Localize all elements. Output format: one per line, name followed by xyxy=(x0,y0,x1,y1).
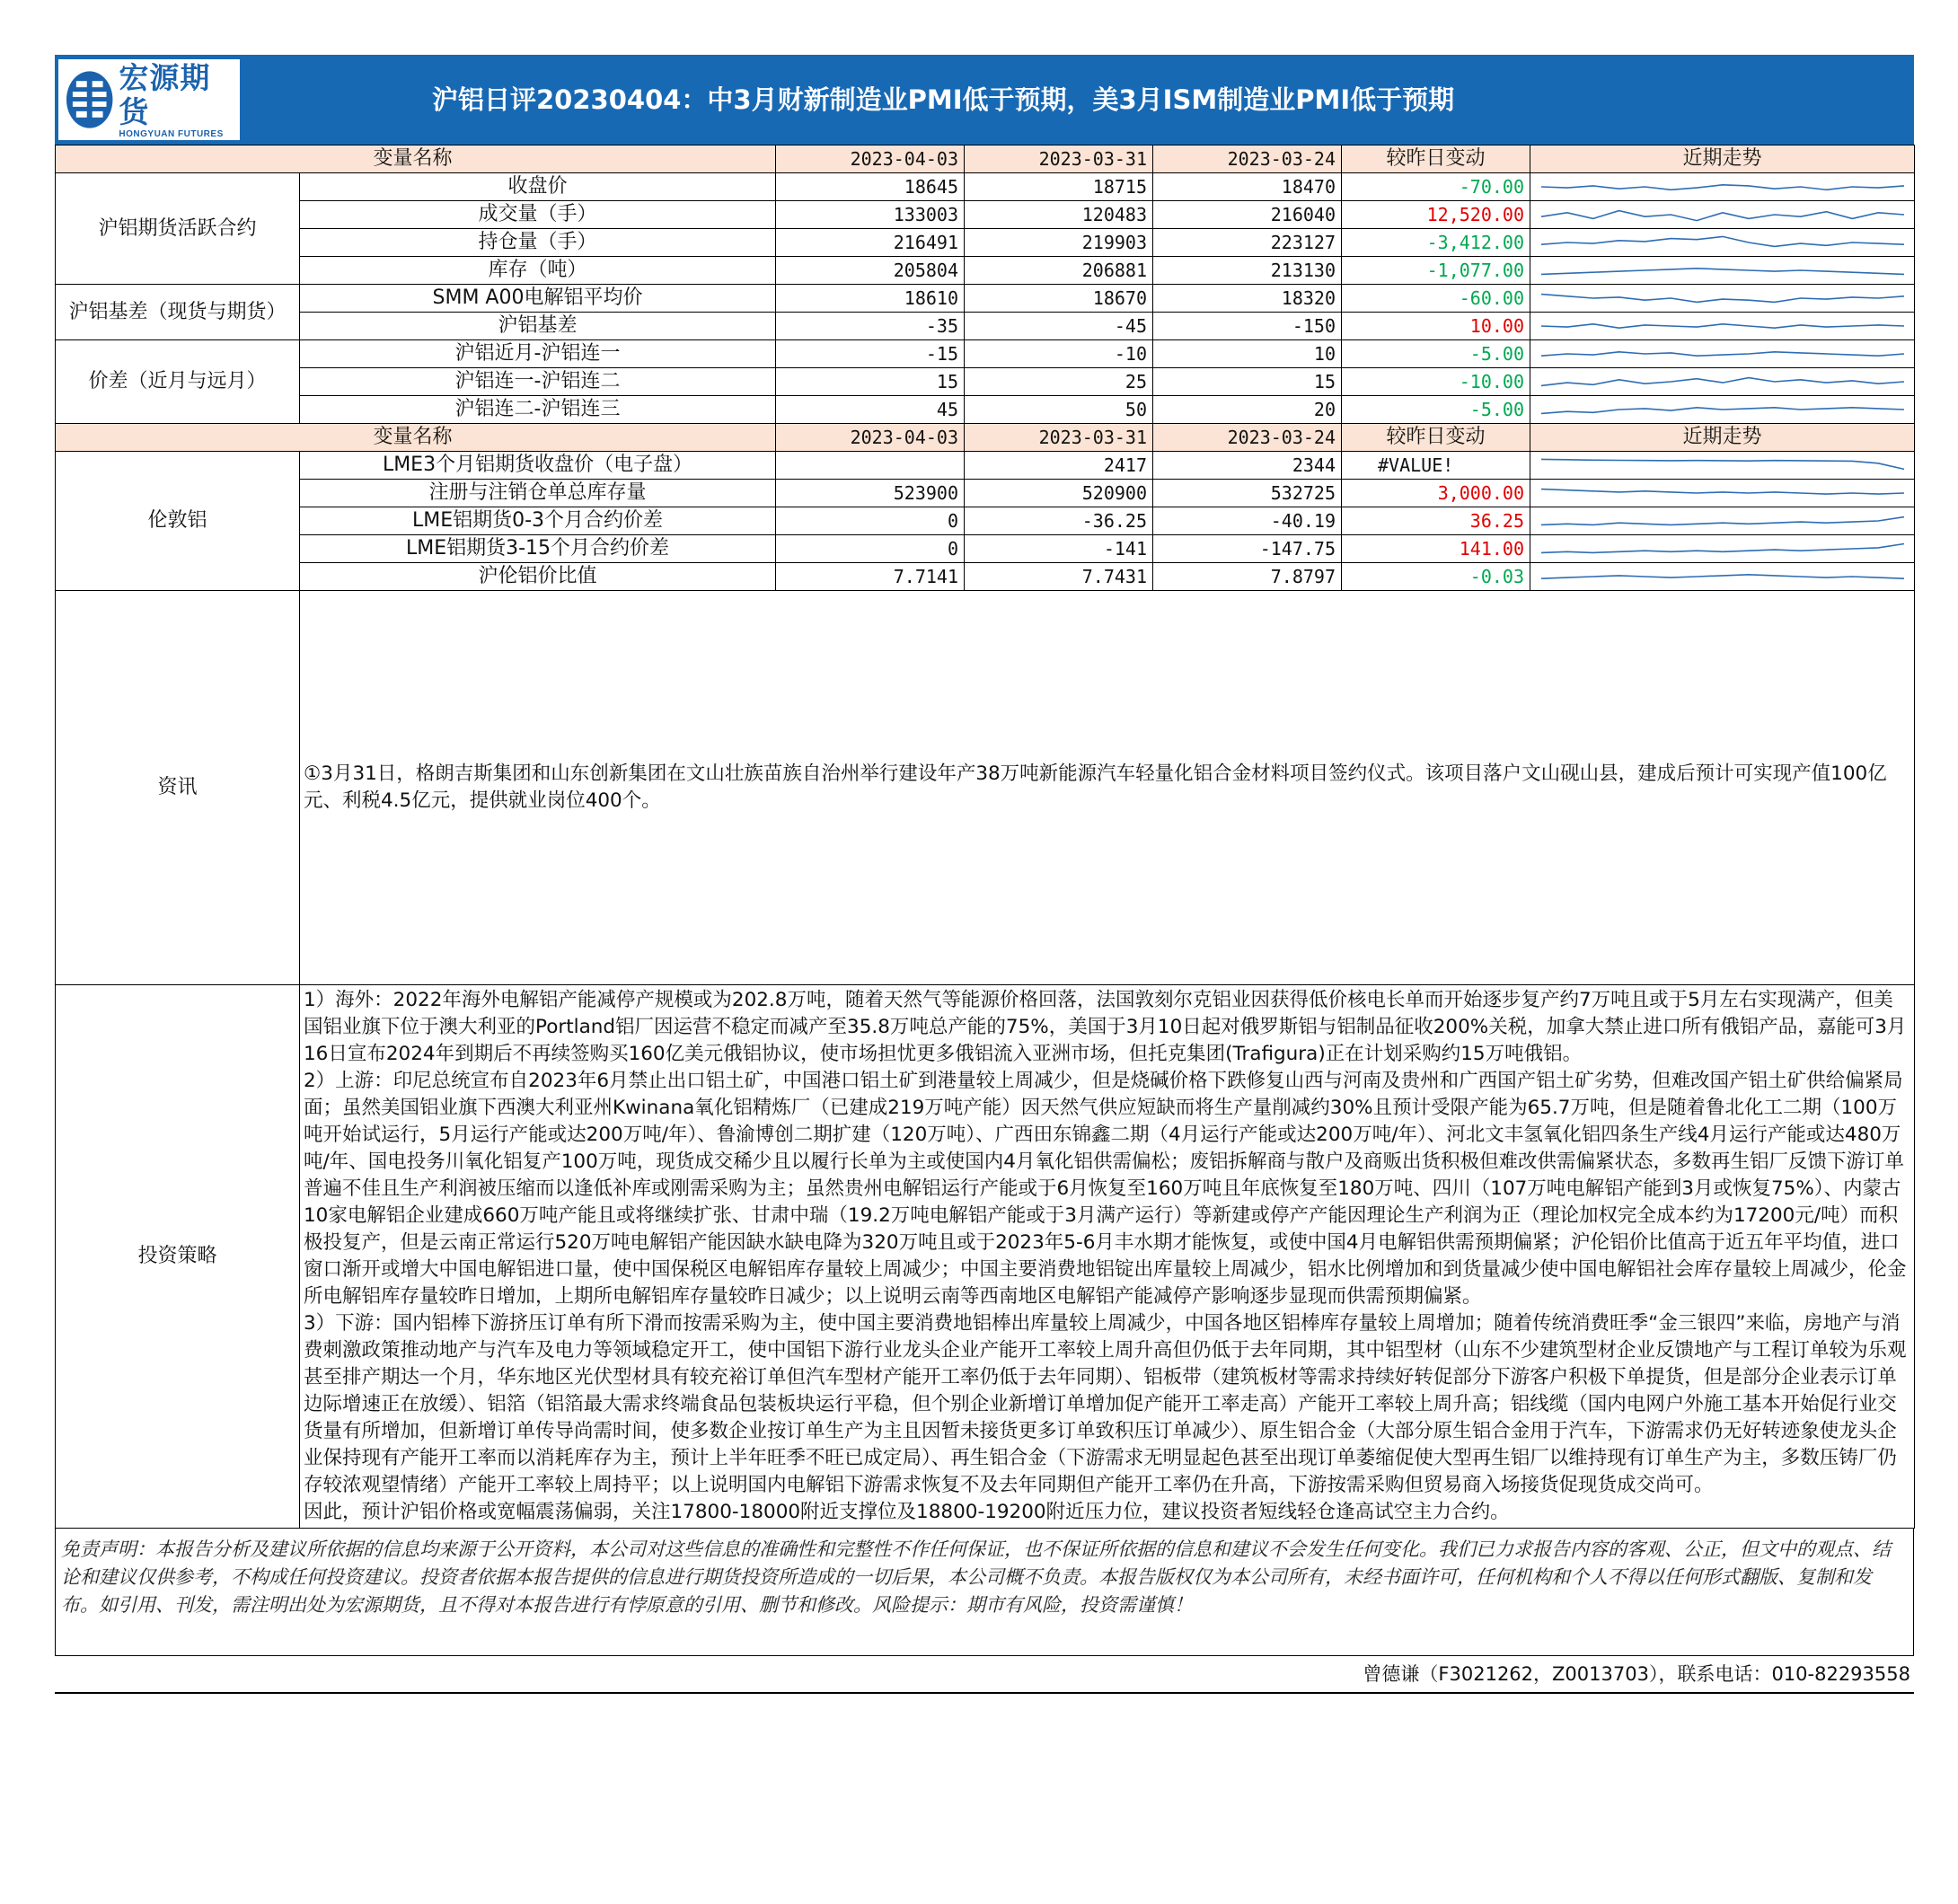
sparkline-path xyxy=(1541,459,1904,469)
recent-trend xyxy=(1530,229,1915,257)
table-row xyxy=(56,173,1915,201)
value-2023-03-31: 520900 xyxy=(965,480,1153,507)
sparkline xyxy=(1530,340,1915,367)
table-row xyxy=(56,480,1915,507)
variable-name: 沪伦铝价比值 xyxy=(300,563,776,591)
value-2023-04-03: 15 xyxy=(776,368,965,396)
value-2023-04-03: 45 xyxy=(776,396,965,424)
variable-name: LME铝期货0-3个月合约价差 xyxy=(300,507,776,535)
value-2023-04-03: 18610 xyxy=(776,285,965,313)
sparkline xyxy=(1530,535,1915,562)
value-2023-04-03: 18645 xyxy=(776,173,965,201)
sparkline xyxy=(1530,173,1915,200)
daily-change: -5.00 xyxy=(1342,340,1530,368)
value-2023-03-24: 18320 xyxy=(1153,285,1342,313)
sparkline xyxy=(1530,313,1915,339)
recent-trend xyxy=(1530,313,1915,340)
value-2023-03-24: 2344 xyxy=(1153,452,1342,480)
value-2023-04-03: 205804 xyxy=(776,257,965,285)
recent-trend xyxy=(1530,340,1915,368)
value-2023-03-31: 18670 xyxy=(965,285,1153,313)
sparkline xyxy=(1530,368,1915,395)
daily-change: -60.00 xyxy=(1342,285,1530,313)
news-text: ①3月31日，格朗吉斯集团和山东创新集团在文山壮族苗族自治州举行建设年产38万吨新能源汽车轻量化铝合金材料项目签约仪式。该项目落户文山砚山县，建成后预计可实现产值100亿元、利税4.5亿元，提供就业岗位400个。 xyxy=(300,591,1915,985)
daily-change: -1,077.00 xyxy=(1342,257,1530,285)
value-2023-04-03: 216491 xyxy=(776,229,965,257)
company-logo xyxy=(58,59,240,140)
value-2023-03-31: 25 xyxy=(965,368,1153,396)
column-header-date: 2023-03-31 xyxy=(965,424,1153,452)
row-group-label: 沪铝基差（现货与期货） xyxy=(56,285,300,340)
daily-change: 12,520.00 xyxy=(1342,201,1530,229)
column-header-date: 2023-04-03 xyxy=(776,145,965,173)
value-2023-03-24: 7.8797 xyxy=(1153,563,1342,591)
sparkline-path xyxy=(1541,489,1904,495)
value-2023-04-03 xyxy=(776,452,965,480)
recent-trend xyxy=(1530,173,1915,201)
value-2023-03-31: 206881 xyxy=(965,257,1153,285)
table-row xyxy=(56,535,1915,563)
daily-change: -5.00 xyxy=(1342,396,1530,424)
row-group-label: 价差（近月与远月） xyxy=(56,340,300,424)
value-2023-03-31: -10 xyxy=(965,340,1153,368)
variable-name: 沪铝近月-沪铝连一 xyxy=(300,340,776,368)
sparkline-path xyxy=(1541,517,1904,525)
news-label: 资讯 xyxy=(56,591,300,985)
value-2023-04-03: 523900 xyxy=(776,480,965,507)
variable-name: 沪铝连一-沪铝连二 xyxy=(300,368,776,396)
table-header-row xyxy=(56,424,1915,452)
value-2023-03-31: 7.7431 xyxy=(965,563,1153,591)
recent-trend xyxy=(1530,201,1915,229)
column-header-trend: 近期走势 xyxy=(1530,424,1915,452)
sparkline-path xyxy=(1541,211,1904,221)
column-header-change: 较昨日变动 xyxy=(1342,424,1530,452)
recent-trend xyxy=(1530,535,1915,563)
strategy-text xyxy=(300,985,1915,1529)
value-2023-03-31: 219903 xyxy=(965,229,1153,257)
analyst-contact: 曾德谦（F3021262，Z0013703），联系电话：010-82293558 xyxy=(55,1656,1914,1694)
sparkline-path xyxy=(1541,269,1904,275)
sparkline xyxy=(1530,480,1915,507)
sparkline xyxy=(1530,396,1915,423)
table-row xyxy=(56,229,1915,257)
column-header-date: 2023-03-31 xyxy=(965,145,1153,173)
sparkline-path xyxy=(1541,352,1904,356)
value-2023-03-24: 18470 xyxy=(1153,173,1342,201)
column-header-date: 2023-03-24 xyxy=(1153,145,1342,173)
daily-change: 3,000.00 xyxy=(1342,480,1530,507)
row-group-label: 沪铝期货活跃合约 xyxy=(56,173,300,285)
variable-name: 库存（吨） xyxy=(300,257,776,285)
sparkline-path xyxy=(1541,295,1904,303)
daily-change: -3,412.00 xyxy=(1342,229,1530,257)
logo-chinese-name: 宏源期货 xyxy=(119,59,211,129)
table-row xyxy=(56,340,1915,368)
recent-trend xyxy=(1530,480,1915,507)
strategy-paragraph: 1）海外：2022年海外电解铝产能减停产规模或为202.8万吨，随着天然气等能源价格回落，法国敦刻尔克铝业因获得低价核电长单而开始逐步复产约7万吨且或于5月左右实现满产，但美国铝业旗下位于澳大利亚的Portland铝厂因运营不稳定而减产至35.8万吨总产能的75%，美国于3月10日起对俄罗斯铝与铝制品征收200%关税，加拿大禁止进口所有俄铝产品，嘉能可3月16日宣布2024年到期后不再续签购买160亿美元俄铝协议，使市场担忧更多俄铝流入亚洲市场，但托克集团(Trafigura)正在计划采购约15万吨俄铝。 xyxy=(304,989,1907,1065)
data-table xyxy=(55,145,1915,1529)
daily-change: -0.03 xyxy=(1342,563,1530,591)
value-2023-04-03: 133003 xyxy=(776,201,965,229)
value-2023-03-24: 532725 xyxy=(1153,480,1342,507)
value-2023-04-03: -15 xyxy=(776,340,965,368)
variable-name: LME铝期货3-15个月合约价差 xyxy=(300,535,776,563)
recent-trend xyxy=(1530,285,1915,313)
column-header-date: 2023-03-24 xyxy=(1153,424,1342,452)
report-title: 沪铝日评20230404：中3月财新制造业PMI低于预期，美3月ISM制造业PMI低于预期 xyxy=(432,84,1455,115)
value-2023-03-24: 223127 xyxy=(1153,229,1342,257)
value-2023-04-03: 7.7141 xyxy=(776,563,965,591)
strategy-paragraph: 因此，预计沪铝价格或宽幅震荡偏弱，关注17800-18000附近支撑位及18800-19200附近压力位，建议投资者短线轻仓逢高试空主力合约。 xyxy=(304,1501,1510,1523)
table-row xyxy=(56,257,1915,285)
variable-name: 收盘价 xyxy=(300,173,776,201)
row-group-label: 伦敦铝 xyxy=(56,452,300,591)
sparkline-path xyxy=(1541,236,1904,246)
table-row xyxy=(56,396,1915,424)
daily-change: 10.00 xyxy=(1342,313,1530,340)
column-header-date: 2023-04-03 xyxy=(776,424,965,452)
value-2023-03-31: 120483 xyxy=(965,201,1153,229)
sparkline xyxy=(1530,285,1915,312)
variable-name: 持仓量（手） xyxy=(300,229,776,257)
value-2023-03-24: 213130 xyxy=(1153,257,1342,285)
column-header-trend: 近期走势 xyxy=(1530,145,1915,173)
value-2023-04-03: 0 xyxy=(776,507,965,535)
daily-change: 141.00 xyxy=(1342,535,1530,563)
strategy-paragraph: 3）下游：国内铝棒下游挤压订单有所下滑而按需采购为主，使中国主要消费地铝棒出库量较上周减少，中国各地区铝棒库存量较上周增加；随着传统消费旺季“金三银四”来临，房地产与消费刺激政策推动地产与汽车及电力等领域稳定开工，使中国铝下游行业龙头企业产能开工率较上周升高但仍低于去年同期，其中铝型材（山东不少建筑型材企业反馈地产与工程订单较为乐观甚至排产期达一个月，华东地区光伏型材具有较充裕订单但汽车型材产能开工率仍低于去年同期）、铝板带（建筑板材等需求持续好转促部分下游客户积极下单提货，但是部分企业表示订单边际增速正在放缓）、铝箔（铝箔最大需求终端食品包装板块运行平稳，但个别企业新增订单增加促产能开工率走高）产能开工率较上周升高；铝线缆（国内电网户外施工基本开始促行业交货量有所增加，但新增订单传导尚需时间，使多数企业按订单生产为主且因暂未接货更多订单致积压订单减少）、原生铝合金（大部分原生铝合金用于汽车，下游需求仍无好转迹象使龙头企业保持现有产能开工率而以消耗库存为主，预计上半年旺季不旺已成定局）、再生铝合金（下游需求无明显起色甚至出现订单萎缩促使大型再生铝厂以维持现有订单生产为主，多数压铸厂仍存较浓观望情绪）产能开工率较上周持平；以上说明国内电解铝下游需求恢复不及去年同期但产能开工率仍在升高，下游按需采购但贸易商入场接货促现货成交尚可。 xyxy=(304,1312,1907,1496)
value-2023-03-31: -45 xyxy=(965,313,1153,340)
hongyuan-logo-icon xyxy=(64,68,115,131)
variable-name: 注册与注销仓单总库存量 xyxy=(300,480,776,507)
sparkline xyxy=(1530,201,1915,228)
column-header-change: 较昨日变动 xyxy=(1342,145,1530,173)
column-header-variable: 变量名称 xyxy=(56,145,776,173)
daily-change: #VALUE! xyxy=(1342,452,1530,480)
daily-change: -70.00 xyxy=(1342,173,1530,201)
sparkline xyxy=(1530,257,1915,284)
sparkline-path xyxy=(1541,544,1904,553)
sparkline xyxy=(1530,563,1915,590)
variable-name: 沪铝连二-沪铝连三 xyxy=(300,396,776,424)
logo-english-name: HONGYUAN FUTURES xyxy=(119,128,224,139)
value-2023-03-31: 50 xyxy=(965,396,1153,424)
value-2023-03-31: 2417 xyxy=(965,452,1153,480)
recent-trend xyxy=(1530,507,1915,535)
strategy-paragraph: 2）上游：印尼总统宣布自2023年6月禁止出口铝土矿，中国港口铝土矿到港量较上周减少，但是烧碱价格下跌修复山西与河南及贵州和广西国产铝土矿劣势，但难改国产铝土矿供给偏紧局面；虽然美国铝业旗下西澳大利亚州Kwinana氧化铝精炼厂（已建成219万吨产能）因天然气供应短缺而将生产量削减约30%且预计受限产能为65.7万吨，但是随着鲁北化工二期（100万吨开始试运行，5月运行产能或达200万吨/年）、鲁渝博创二期扩建（120万吨）、广西田东锦鑫二期（4月运行产能或达200万吨/年）、河北文丰氢氧化铝四条生产线4月运行产能或达480万吨/年、国电投务川氧化铝复产100万吨，现货成交稀少且以履行长单为主或使国内4月氧化铝供需偏松；废铝拆解商与散户及商贩出货积极但难改供需偏紧状态，多数再生铝厂反馈下游订单普遍不佳且生产利润被压缩而以逢低补库或刚需采购为主；虽然贵州电解铝运行产能或于6月恢复至160万吨且年底恢复至180万吨、四川（107万吨电解铝产能到3月或恢复75%）、内蒙古10家电解铝企业建成660万吨产能且或将继续扩张、甘肃中瑞（19.2万吨电解铝产能或于3月满产运行）等新建或停产产能因理论生产利润为正（理论加权完全成本约为17200元/吨）而积极投复产，但是云南正常运行520万吨电解铝产能因缺水缺电降为320万吨且或于2023年5-6月丰水期才能恢复，或使中国4月电解铝供需预期偏紧；沪伦铝价比值高于近五年平均值，进口窗口渐开或增大中国电解铝进口量，使中国保税区电解铝库存量较上周减少；中国主要消费地铝锭出库量较上周减少，铝水比例增加和到货量减少使中国电解铝社会库存量较上周减少，伦金所电解铝库存量较昨日增加，上期所电解铝库存量较昨日减少；以上说明云南等西南地区电解铝产能减停产影响逐步显现而供需预期偏紧。 xyxy=(304,1070,1907,1308)
table-row xyxy=(56,285,1915,313)
table-row xyxy=(56,368,1915,396)
news-row xyxy=(56,591,1915,985)
strategy-row xyxy=(56,985,1915,1529)
value-2023-03-24: 20 xyxy=(1153,396,1342,424)
value-2023-03-31: -141 xyxy=(965,535,1153,563)
value-2023-03-24: -147.75 xyxy=(1153,535,1342,563)
table-row xyxy=(56,452,1915,480)
recent-trend xyxy=(1530,396,1915,424)
table-row xyxy=(56,563,1915,591)
disclaimer: 免责声明：本报告分析及建议所依据的信息均来源于公开资料，本公司对这些信息的准确性和完整性不作任何保证，也不保证所依据的信息和建议不会发生任何变化。我们已力求报告内容的客观、公正，但文中的观点、结论和建议仅供参考，不构成任何投资建议。投资者依据本报告提供的信息进行期货投资所造成的一切后果，本公司概不负责。本报告版权仅为本公司所有，未经书面许可，任何机构和个人不得以任何形式翻版、复制和发布。如引用、刊发，需注明出处为宏源期货，且不得对本报告进行有悖原意的引用、删节和修改。风险提示：期市有风险，投资需谨慎！ xyxy=(55,1529,1914,1656)
value-2023-03-24: 216040 xyxy=(1153,201,1342,229)
recent-trend xyxy=(1530,368,1915,396)
sparkline-path xyxy=(1541,378,1904,386)
variable-name: SMM A00电解铝平均价 xyxy=(300,285,776,313)
report-frame xyxy=(55,55,1914,1694)
sparkline-path xyxy=(1541,324,1904,328)
recent-trend xyxy=(1530,563,1915,591)
sparkline xyxy=(1530,507,1915,534)
daily-change: -10.00 xyxy=(1342,368,1530,396)
value-2023-03-31: -36.25 xyxy=(965,507,1153,535)
table-header-row xyxy=(56,145,1915,173)
value-2023-03-24: 10 xyxy=(1153,340,1342,368)
sparkline-path xyxy=(1541,408,1904,414)
variable-name: LME3个月铝期货收盘价（电子盘） xyxy=(300,452,776,480)
recent-trend xyxy=(1530,257,1915,285)
variable-name: 沪铝基差 xyxy=(300,313,776,340)
value-2023-04-03: 0 xyxy=(776,535,965,563)
sparkline-path xyxy=(1541,185,1904,190)
variable-name: 成交量（手） xyxy=(300,201,776,229)
daily-change: 36.25 xyxy=(1342,507,1530,535)
column-header-variable: 变量名称 xyxy=(56,424,776,452)
table-row xyxy=(56,507,1915,535)
sparkline xyxy=(1530,229,1915,256)
sparkline-path xyxy=(1541,575,1904,578)
recent-trend xyxy=(1530,452,1915,480)
value-2023-03-31: 18715 xyxy=(965,173,1153,201)
value-2023-04-03: -35 xyxy=(776,313,965,340)
value-2023-03-24: 15 xyxy=(1153,368,1342,396)
strategy-label: 投资策略 xyxy=(56,985,300,1529)
value-2023-03-24: -40.19 xyxy=(1153,507,1342,535)
value-2023-03-24: -150 xyxy=(1153,313,1342,340)
table-row xyxy=(56,201,1915,229)
table-row xyxy=(56,313,1915,340)
sparkline xyxy=(1530,452,1915,479)
report-header xyxy=(55,55,1914,145)
